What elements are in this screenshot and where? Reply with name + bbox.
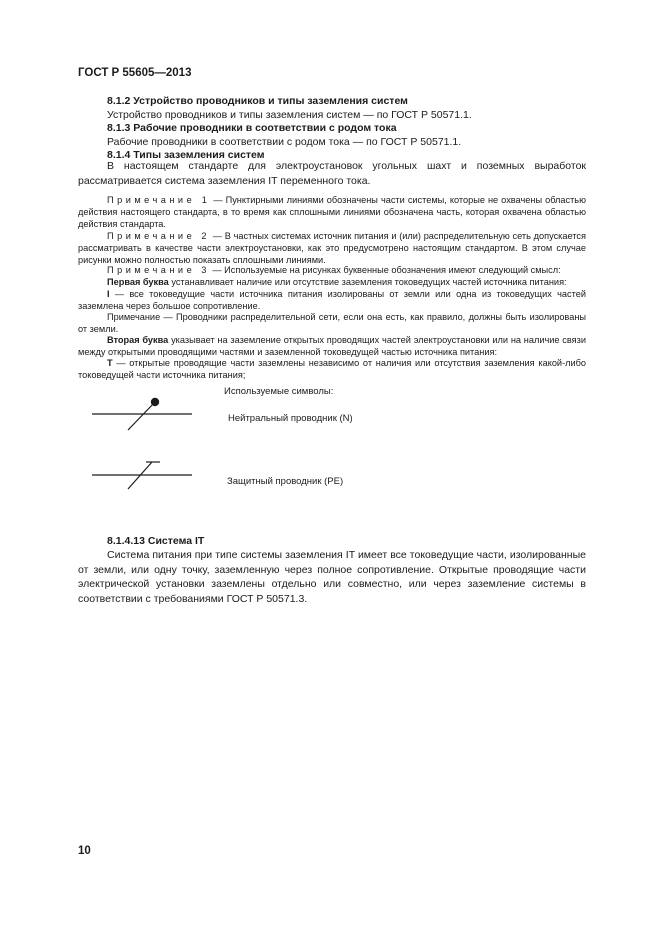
second-letter-para [78, 334, 586, 358]
document-header: ГОСТ Р 55605—2013 [78, 67, 192, 79]
first-letter-text: устанавливает наличие или отсутствие заземления токоведущих частей источника питания: [171, 277, 567, 287]
letter-i-label: I [107, 289, 110, 299]
neutral-conductor-label: Нейтральный проводник (N) [228, 413, 353, 424]
section-8-1-4-13-heading: 8.1.4.13 Система IT [107, 535, 205, 547]
first-letter-para [78, 276, 586, 288]
section-8-1-4-13-text: Система питания при типе системы заземления IT имеет все токоведущие части, изолированные от земли, или одну точку, заземленную через полное сопротивление. Открытые проводящие части электрической установки заземлены отдельно или совместно, или через заземление системы в соответствии с требованиями ГОСТ Р 50571.3. [78, 549, 586, 605]
letter-t-para [78, 357, 586, 381]
letter-i-text: — все токоведущие части источника питания изолированы от земли или одна из токоведущих частей заземлена через большое сопротивление. [78, 289, 586, 311]
note-2-label: Примечание 2 [107, 231, 211, 241]
letter-i-para [78, 288, 586, 312]
section-8-1-4-text: В настоящем стандарте для электроустановок угольных шахт и поземных выработок рассматривается система заземления IT переменного тока. [78, 160, 586, 187]
note-2 [78, 230, 586, 266]
section-8-1-2-text: Устройство проводников и типы заземления систем — по ГОСТ Р 50571.1. [107, 109, 472, 121]
page-number: 10 [78, 845, 91, 857]
protective-conductor-label: Защитный проводник (PE) [227, 476, 344, 487]
note-1 [78, 194, 586, 230]
letter-t-text: — открытые проводящие части заземлены независимо от наличия или отсутствия заземления какой-либо токоведущей части источника питания; [78, 358, 586, 380]
note-3-text: — Используемые на рисунках буквенные обозначения имеют следующий смысл: [212, 265, 561, 275]
remark-para: Примечание — Проводники распределительной сети, если она есть, как правило, должны быть изолированы от земли. [78, 312, 586, 334]
section-8-1-2-heading: 8.1.2 Устройство проводников и типы заземления систем [107, 95, 408, 107]
neutral-conductor-symbol [88, 394, 198, 438]
first-letter-label: Первая буква [107, 277, 169, 287]
letter-t-label: Т [107, 358, 113, 368]
protective-conductor-symbol [88, 456, 198, 494]
section-8-1-3-text: Рабочие проводники в соответствии с родом тока — по ГОСТ Р 50571.1. [107, 136, 462, 148]
note-1-label: Примечание 1 [107, 195, 211, 205]
note-2-text: — В частных системах источник питания и (или) распределительную сеть допускается рассматривать в качестве части электроустановки, как это предусмотрено настоящим стандартом. В этом случае рисунки можно полностью показать сплошными линиями. [78, 231, 586, 265]
note-1-text: — Пунктирными линиями обозначены части системы, которые не охвачены областью действия настоящего стандарта, в то время как сплошными линиями обозначена часть, которая охвачена областью действия стандарта. [78, 195, 586, 229]
note-3 [78, 264, 586, 276]
second-letter-label: Вторая буква [107, 335, 169, 345]
note-3-label: Примечание 3 [107, 265, 210, 275]
section-8-1-4-heading: 8.1.4 Типы заземления систем [107, 149, 265, 161]
section-8-1-3-heading: 8.1.3 Рабочие проводники в соответствии с родом тока [107, 122, 397, 134]
second-letter-text: указывает на заземление открытых проводящих частей электроустановки или на наличие связи между открытыми проводящими частями и заземленной токоведущей частью источника питания: [78, 335, 586, 357]
symbols-title: Используемые символы: [224, 386, 334, 397]
